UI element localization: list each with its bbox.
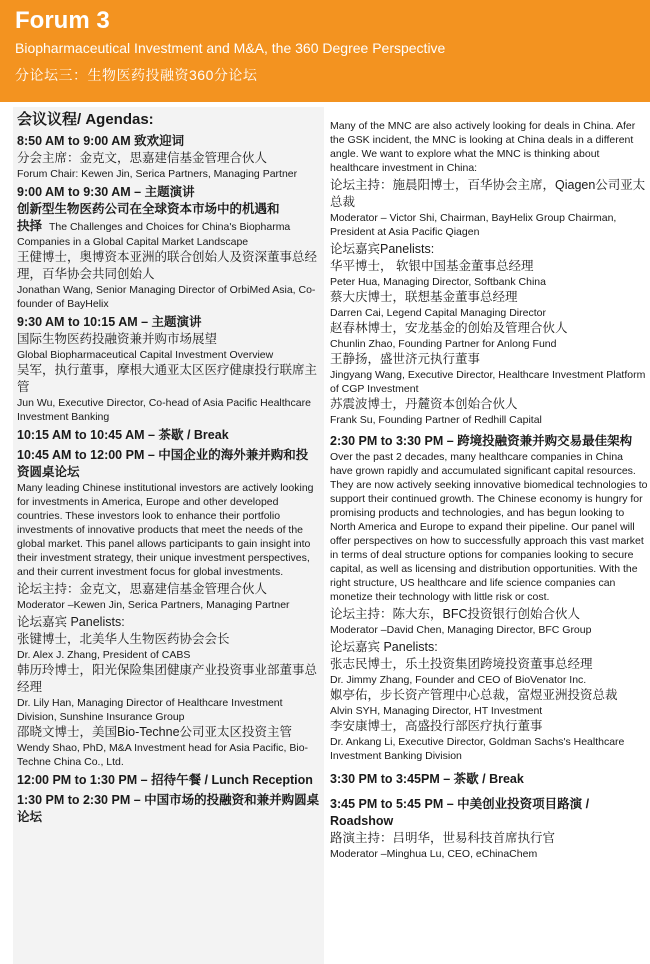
panelist-en: Wendy Shao, PhD, M&A Investment head for Asia Pacific, Bio-Techne China Co., Ltd. bbox=[17, 742, 309, 768]
panelist-en: Dr. Alex J. Zhang, President of CABS bbox=[17, 649, 191, 661]
session-time: 10:15 AM to 10:45 AM – 茶歇 / Break bbox=[17, 428, 229, 442]
session-break-2 bbox=[330, 771, 648, 788]
panelist-en: Dr. Ankang Li, Executive Director, Goldman Sachs's Healthcare Investment Banking Division bbox=[330, 736, 625, 762]
forum-title: Forum 3 bbox=[15, 7, 110, 34]
keynote-title-cn-cont bbox=[17, 218, 320, 235]
session-welcome bbox=[17, 133, 320, 181]
panelist-en: Darren Cai, Legend Capital Managing Director bbox=[330, 307, 546, 319]
host-en: Moderator –Minghua Lu, CEO, eChinaChem bbox=[330, 848, 538, 860]
session-lunch bbox=[17, 772, 320, 789]
right-column bbox=[330, 107, 648, 964]
keynote-title-en: The Challenges and Choices for China's Biopharma bbox=[48, 221, 291, 233]
panelist-cn: 蔡大庆博士，联想基金董事总经理 bbox=[330, 290, 518, 304]
keynote-title-cn: 国际生物医药投融资兼并购市场展望 bbox=[17, 332, 218, 346]
session-roundtable-china bbox=[17, 792, 320, 826]
session-roadshow bbox=[330, 796, 648, 861]
keynote-title-cn: 创新型生物医药公司在全球资本市场中的机遇和 bbox=[17, 202, 280, 216]
panelist-cn: 赵春林博士，安龙基金的创始及管理合伙人 bbox=[330, 321, 568, 335]
chair-cn: 分会主席：金克文，思嘉建信基金管理合伙人 bbox=[17, 151, 268, 165]
keynote-title-cn-end: 抉择 bbox=[17, 219, 43, 233]
session-time: 9:30 AM to 10:15 AM – 主题演讲 bbox=[17, 315, 202, 329]
session-description: Many leading Chinese institutional investors are actively looking for investments in America, Europe and other developed countries. These investors look to enhance their portfolio investments of innovative products that meet the needs of the global market. This panel allows participants to gain insight into their investment strategy, their unique investment perspectives, and their current investment focus for global investments. bbox=[17, 482, 314, 578]
panelist-cn: 韩历玲博士，阳光保险集团健康产业投资事业部董事总经理 bbox=[17, 663, 318, 694]
session-cross-border bbox=[330, 433, 648, 763]
panelist-en: Frank Su, Founding Partner of Redhill Capital bbox=[330, 414, 542, 426]
speaker-en: Jonathan Wang, Senior Managing Director of OrbiMed Asia, Co-founder of BayHelix bbox=[17, 284, 316, 310]
moderator-cn: 论坛主持：施晨阳博士，百华协会主席，Qiagen公司亚太总裁 bbox=[330, 178, 646, 209]
forum-subtitle-cn: 分论坛三：生物医药投融资360分论坛 bbox=[15, 67, 258, 83]
host-cn: 路演主持：吕明华，世易科技首席执行官 bbox=[330, 831, 556, 845]
session-time: 12:00 PM to 1:30 PM – 招待午餐 / Lunch Reception bbox=[17, 773, 313, 787]
panelist-cn: 苏震波博士，丹麓资本创始合伙人 bbox=[330, 397, 518, 411]
panelist-cn: 张键博士，北美华人生物医药协会会长 bbox=[17, 632, 230, 646]
panelist-en: Alvin SYH, Managing Director, HT Investment bbox=[330, 705, 543, 717]
panelist-en: Dr. Jimmy Zhang, Founder and CEO of BioVenator Inc. bbox=[330, 674, 587, 686]
session-time: 10:45 AM to 12:00 PM – 中国企业的海外兼并购和投资圆桌论坛 bbox=[17, 448, 309, 479]
panelists-label: 论坛嘉宾 Panelists: bbox=[17, 615, 125, 629]
moderator-cn: 论坛主持：陈大东，BFC投资银行创始合伙人 bbox=[330, 607, 581, 621]
moderator-en: Moderator –David Chen, Managing Director, BFC Group bbox=[330, 624, 592, 636]
session-description: Many of the MNC are also actively looking for deals in China. Afer the GSK incident, the MNC is looking at China deals in a different angle. We want to explore what the MNC is thinking about healthcare investment in China: bbox=[330, 120, 636, 174]
forum-subtitle: Biopharmaceutical Investment and M&A, the 360 Degree Perspective bbox=[15, 40, 446, 56]
session-time: 3:45 PM to 5:45 PM – 中美创业投资项目路演 / Roadshow bbox=[330, 797, 590, 828]
session-keynote-2 bbox=[17, 314, 320, 424]
panelist-en: Dr. Lily Han, Managing Director of Healthcare Investment Division, Sunshine Insurance Group bbox=[17, 697, 283, 723]
agenda-title: 会议议程/ Agendas: bbox=[17, 111, 154, 128]
panelists-label: 论坛嘉宾 Panelists: bbox=[330, 640, 438, 654]
session-time: 1:30 PM to 2:30 PM – 中国市场的投融资和兼并购圆桌论坛 bbox=[17, 793, 320, 824]
panelist-cn: 娰亭佑，步长资产管理中心总裁，富煜亚洲投资总裁 bbox=[330, 688, 618, 702]
panelist-cn: 邵晓文博士，美国Bio-Techne公司亚太区投资主管 bbox=[17, 725, 293, 739]
panelist-cn: 张志民博士，乐土投资集团跨境投资董事总经理 bbox=[330, 657, 593, 671]
moderator-cn: 论坛主持：金克文，思嘉建信基金管理合伙人 bbox=[17, 582, 268, 596]
chair-en: Forum Chair: Kewen Jin, Serica Partners, Managing Partner bbox=[17, 168, 298, 180]
keynote-title-en: Global Biopharmaceutical Capital Investment Overview bbox=[17, 349, 274, 361]
speaker-cn: 王健博士，奥博资本亚洲的联合创始人及资深董事总经理，百华协会共同创始人 bbox=[17, 250, 318, 281]
session-keynote-1 bbox=[17, 184, 320, 311]
speaker-en: Jun Wu, Executive Director, Co-head of Asia Pacific Healthcare Investment Banking bbox=[17, 397, 311, 423]
session-roundtable-china-cont bbox=[330, 119, 648, 427]
panelist-cn: 王静扬，盛世济元执行董事 bbox=[330, 352, 481, 366]
panelist-cn: 华平博士， 软银中国基金董事总经理 bbox=[330, 259, 534, 273]
session-break-1 bbox=[17, 427, 320, 444]
session-time: 2:30 PM to 3:30 PM – 跨境投融资兼并购交易最佳架构 bbox=[330, 434, 633, 448]
session-time: 3:30 PM to 3:45PM – 茶歇 / Break bbox=[330, 772, 524, 786]
panelists-label: 论坛嘉宾Panelists: bbox=[330, 242, 435, 256]
left-column bbox=[13, 107, 324, 964]
panelist-cn: 李安康博士，高盛投行部医疗执行董事 bbox=[330, 719, 543, 733]
session-description: Over the past 2 decades, many healthcare companies in China have grown rapidly and accumulated significant capital resources. They are now actively seeking innovative biomedical technologies to support their continued growth. The Chinese economy is hungry for promising products and technologies, and has begun looking to North America and Europe to expand their pipeline. Our panel will offer perspectives on how to successfully approach this vast market in terms of deal structure options for companies looking to secure capital, as well as licensing and distribution opportunities. With the right structure, US healthcare and life science companies can monetize their technology with little risk or cost. bbox=[330, 451, 648, 603]
panelist-en: Peter Hua, Managing Director, Softbank China bbox=[330, 276, 546, 288]
speaker-cn: 吴军，执行董事，摩根大通亚太区医疗健康投行联席主管 bbox=[17, 363, 318, 394]
session-time: 8:50 AM to 9:00 AM 致欢迎词 bbox=[17, 134, 185, 148]
moderator-en: Moderator – Victor Shi, Chairman, BayHelix Group Chairman, President at Asia Pacific Qiagen bbox=[330, 212, 617, 238]
moderator-en: Moderator –Kewen Jin, Serica Partners, Managing Partner bbox=[17, 599, 290, 611]
panelist-en: Jingyang Wang, Executive Director, Healthcare Investment Platform of CGP Investment bbox=[330, 369, 646, 395]
forum-header bbox=[0, 0, 650, 102]
session-time: 9:00 AM to 9:30 AM – 主题演讲 bbox=[17, 185, 195, 199]
keynote-title-en-cont: Companies in a Global Capital Market Landscape bbox=[17, 236, 249, 248]
session-roundtable-overseas bbox=[17, 447, 320, 769]
panelist-en: Chunlin Zhao, Founding Partner for Anlong Fund bbox=[330, 338, 557, 350]
